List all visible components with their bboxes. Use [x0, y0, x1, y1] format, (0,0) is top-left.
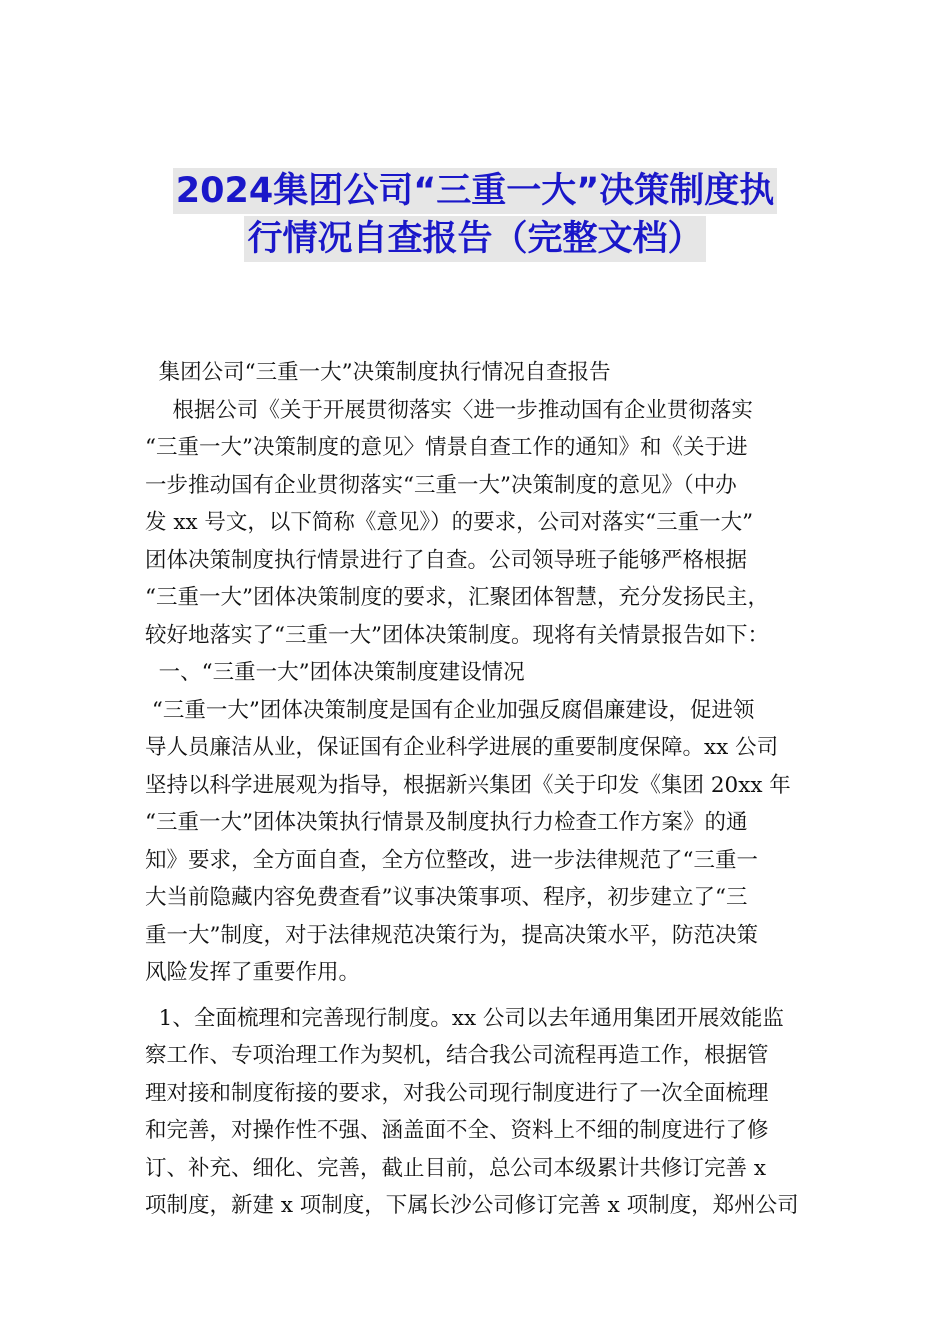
section-heading-line: 一、“三重一大”团体决策制度建设情况	[145, 660, 525, 685]
document-title	[100, 168, 850, 262]
document-body	[145, 354, 825, 1225]
paragraph-line: 根据公司《关于开展贯彻落实〈进一步推动国有企业贯彻落实	[145, 397, 753, 423]
paragraph-line: “三重一大”决策制度的意见〉情景自查工作的通知》和《关于进	[145, 435, 748, 460]
paragraph-line: 发 xx 号文，以下简称《意见》）的要求，公司对落实“三重一大”	[145, 510, 754, 535]
paragraph-line: 重一大”制度，对于法律规范决策行为，提高决策水平，防范决策	[145, 922, 758, 948]
paragraph-line: 团体决策制度执行情景进行了自查。公司领导班子能够严格根据	[145, 547, 748, 573]
paragraph-line: 较好地落实了“三重一大”团体决策制度。现将有关情景报告如下：	[145, 622, 769, 648]
paragraph-line: 一步推动国有企业贯彻落实“三重一大”决策制度的意见》（中办	[145, 472, 737, 498]
paragraph-line: 项制度，新建 x 项制度，下属长沙公司修订完善 x 项制度，郑州公司	[145, 1193, 799, 1218]
paragraph-line: “三重一大”团体决策执行情景及制度执行力检查工作方案》的通	[145, 810, 748, 835]
paragraph-line: “三重一大”团体决策制度是国有企业加强反腐倡廉建设，促进领	[145, 697, 755, 723]
paragraph-line: 察工作、专项治理工作为契机，结合我公司流程再造工作，根据管	[145, 1043, 769, 1068]
report-heading-line: 集团公司“三重一大”决策制度执行情况自查报告	[145, 360, 611, 385]
paragraph-line: 导人员廉洁从业，保证国有企业科学进展的重要制度保障。xx 公司	[145, 735, 779, 760]
paragraph-line: 知》要求，全方面自查，全方位整改，进一步法律规范了“三重一	[145, 847, 758, 873]
paragraph-line: 大当前隐藏内容免费查看”议事决策事项、程序，初步建立了“三	[145, 885, 748, 910]
title-line-1: 2024集团公司“三重一大”决策制度执	[173, 168, 777, 214]
title-line-2: 行情况自查报告（完整文档）	[244, 216, 705, 262]
paragraph-line: 订、补充、细化、完善，截止目前，总公司本级累计共修订完善 x	[145, 1155, 766, 1181]
paragraph-line: 和完善，对操作性不强、涵盖面不全、资料上不细的制度进行了修	[145, 1118, 769, 1143]
paragraph-line: 风险发挥了重要作用。	[145, 960, 361, 985]
paragraph-line: 理对接和制度衔接的要求，对我公司现行制度进行了一次全面梳理	[145, 1080, 769, 1106]
paragraph-line: “三重一大”团体决策制度的要求，汇聚团体智慧，充分发扬民主，	[145, 585, 769, 610]
paragraph-line: 1、全面梳理和完善现行制度。xx 公司以去年通用集团开展效能监	[145, 1005, 784, 1031]
paragraph-line: 坚持以科学进展观为指导，根据新兴集团《关于印发《集团 20xx 年	[145, 772, 791, 798]
